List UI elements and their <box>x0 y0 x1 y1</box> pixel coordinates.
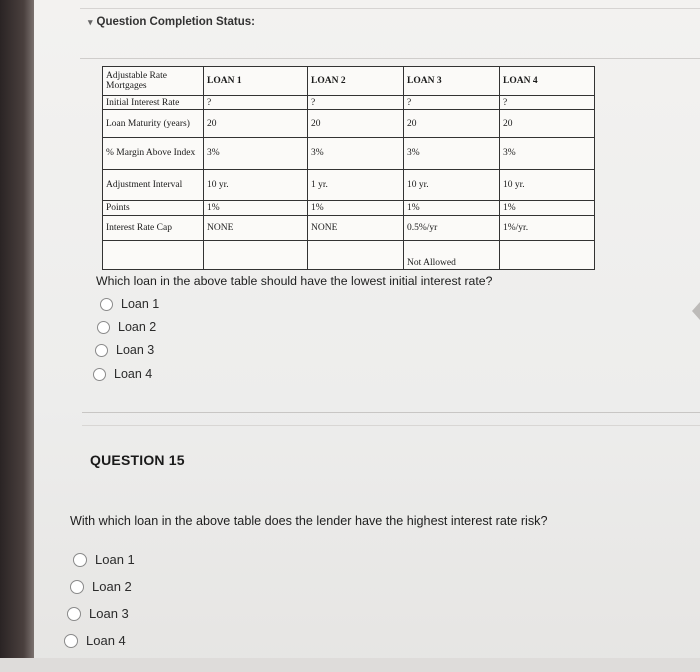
q15-option-loan-2[interactable] <box>70 579 132 594</box>
table-cell: 3% <box>500 138 595 169</box>
bottom-bar <box>0 658 700 672</box>
q15-option-loan-1[interactable] <box>73 552 135 567</box>
q15-option-loan-3[interactable] <box>67 606 129 621</box>
table-row <box>103 240 595 269</box>
row-label: Points <box>103 200 204 215</box>
table-cell: 3% <box>204 138 308 169</box>
table-row <box>103 96 595 110</box>
table-row <box>103 169 595 200</box>
option-label: Loan 3 <box>89 606 129 621</box>
radio-button[interactable] <box>100 298 113 311</box>
table-cell: ? <box>404 96 500 110</box>
loan-table-image <box>102 66 594 270</box>
table-cell: 20 <box>500 109 595 137</box>
question-15-text: With which loan in the above table does the lender have the highest interest rate risk? <box>70 514 548 528</box>
row-label: Initial Interest Rate <box>103 96 204 110</box>
table-cell: 3% <box>308 138 404 169</box>
option-label: Loan 1 <box>121 297 160 311</box>
column-header-loan-1: LOAN 1 <box>204 67 308 96</box>
column-header-loan-3: LOAN 3 <box>404 67 500 96</box>
status-title-text: Question Completion Status: <box>96 16 255 28</box>
table-cell: ? <box>308 96 404 110</box>
table-cell: NONE <box>308 215 404 240</box>
table-cell: 1% <box>308 200 404 215</box>
table-cell: 10 yr. <box>500 169 595 200</box>
table-cell: 20 <box>204 109 308 137</box>
option-label: Loan 3 <box>116 343 155 357</box>
table-cell: ? <box>500 96 595 110</box>
radio-button[interactable] <box>64 634 78 648</box>
left-edge <box>0 0 34 672</box>
table-cell <box>308 240 404 269</box>
table-row <box>103 138 595 169</box>
q14-option-loan-1[interactable] <box>100 297 159 311</box>
radio-button[interactable] <box>67 607 81 621</box>
table-corner-label: Adjustable Rate Mortgages <box>103 67 204 96</box>
column-header-loan-4: LOAN 4 <box>500 67 595 96</box>
question-divider <box>82 425 700 426</box>
option-label: Loan 4 <box>86 633 126 648</box>
radio-button[interactable] <box>93 368 106 381</box>
table-cell: 1%/yr. <box>500 215 595 240</box>
table-cell: 3% <box>404 138 500 169</box>
question-15-heading: QUESTION 15 <box>90 452 185 468</box>
status-bar <box>80 0 700 59</box>
table-cell <box>204 240 308 269</box>
table-cell: 10 yr. <box>404 169 500 200</box>
table-cell: ? <box>204 96 308 110</box>
table-cell: Not Allowed <box>404 240 500 269</box>
question-14-text: Which loan in the above table should have the lowest initial interest rate? <box>96 274 493 288</box>
row-label: Adjustment Interval <box>103 169 204 200</box>
q14-option-loan-4[interactable] <box>93 367 152 381</box>
option-label: Loan 1 <box>95 552 135 567</box>
radio-button[interactable] <box>97 321 110 334</box>
table-cell: 10 yr. <box>204 169 308 200</box>
table-cell: 1% <box>500 200 595 215</box>
question-divider <box>82 412 700 413</box>
table-cell <box>500 240 595 269</box>
table-cell: 20 <box>404 109 500 137</box>
q14-option-loan-2[interactable] <box>97 320 156 334</box>
table-row <box>103 215 595 240</box>
table-cell: 0.5%/yr <box>404 215 500 240</box>
row-label: % Margin Above Index <box>103 138 204 169</box>
q14-option-loan-3[interactable] <box>95 343 154 357</box>
option-label: Loan 2 <box>92 579 132 594</box>
table-cell: 20 <box>308 109 404 137</box>
table-cell: 1% <box>404 200 500 215</box>
chevron-down-icon[interactable]: ▾ <box>88 17 93 27</box>
radio-button[interactable] <box>73 553 87 567</box>
table-header-row <box>103 67 595 96</box>
table-row <box>103 109 595 137</box>
radio-button[interactable] <box>95 344 108 357</box>
radio-button[interactable] <box>70 580 84 594</box>
option-label: Loan 4 <box>114 367 153 381</box>
table-cell: 1% <box>204 200 308 215</box>
table-row <box>103 200 595 215</box>
row-label <box>103 240 204 269</box>
question-completion-status[interactable] <box>88 16 255 28</box>
row-label: Loan Maturity (years) <box>103 109 204 137</box>
option-label: Loan 2 <box>118 320 157 334</box>
loan-table <box>102 66 595 270</box>
column-header-loan-2: LOAN 2 <box>308 67 404 96</box>
table-cell: 1 yr. <box>308 169 404 200</box>
q15-option-loan-4[interactable] <box>64 633 126 648</box>
table-cell: NONE <box>204 215 308 240</box>
row-label: Interest Rate Cap <box>103 215 204 240</box>
